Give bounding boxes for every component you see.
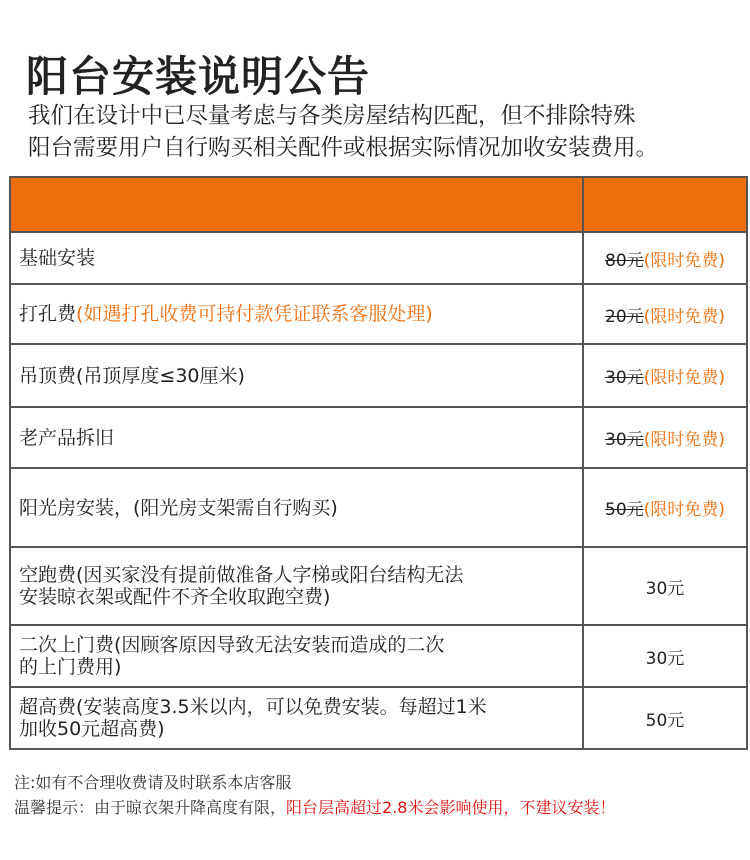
tip-prefix: 温馨提示：由于晾衣架升降高度有限， xyxy=(14,798,287,817)
row-price: 30元 xyxy=(583,625,747,687)
original-price: 30元 xyxy=(605,430,644,450)
item-line: 的上门费用) xyxy=(19,656,122,678)
intro-text xyxy=(28,100,728,164)
fee-table xyxy=(9,176,748,750)
item-line: 二次上门费(因顾客原因导致无法安装而造成的二次 xyxy=(19,634,445,656)
original-price: 50元 xyxy=(605,500,644,520)
table-row xyxy=(10,284,747,344)
tip-warning: 阳台层高超过2.8米会影响使用，不建议安装！ xyxy=(286,798,616,817)
row-price xyxy=(583,344,747,407)
table-row xyxy=(10,547,747,625)
item-line: 空跑费(因买家没有提前做准备人字梯或阳台结构无法 xyxy=(19,564,464,586)
header-cell-item xyxy=(10,177,583,232)
free-badge: (限时免费) xyxy=(643,306,725,327)
free-badge: (限时免费) xyxy=(643,368,725,388)
page-title: 阳台安装说明公告 xyxy=(26,52,371,101)
table-row xyxy=(10,687,747,749)
row-item-drilling-fee xyxy=(10,284,583,344)
item-name: 打孔费 xyxy=(19,303,77,325)
footer-notes xyxy=(14,770,739,820)
original-price: 20元 xyxy=(605,306,644,327)
item-line: 加收50元超高费) xyxy=(19,718,165,740)
row-item-ceiling-fee: 吊顶费(吊顶厚度≤30厘米) xyxy=(10,344,583,407)
row-price: 30元 xyxy=(583,547,747,625)
row-price xyxy=(583,232,747,284)
free-badge: (限时免费) xyxy=(643,430,725,450)
row-price xyxy=(583,284,747,344)
table-row xyxy=(10,344,747,407)
free-badge: (限时免费) xyxy=(643,500,725,520)
intro-line-1: 我们在设计中已尽量考虑与各类房屋结构匹配，但不排除特殊 xyxy=(28,103,636,129)
row-item-empty-trip-fee xyxy=(10,547,583,625)
table-row xyxy=(10,625,747,687)
table-row xyxy=(10,407,747,468)
row-item-second-visit-fee xyxy=(10,625,583,687)
row-item-sunroom-install: 阳光房安装，(阳光房支架需自行购买) xyxy=(10,468,583,547)
row-item-basic-install: 基础安装 xyxy=(10,232,583,284)
original-price: 30元 xyxy=(605,368,644,388)
item-note: (如遇打孔收费可持付款凭证联系客服处理) xyxy=(76,303,433,325)
item-line: 安装晾衣架或配件不齐全收取跑空费) xyxy=(19,586,331,608)
item-line: 超高费(安装高度3.5米以内，可以免费安装。每超过1米 xyxy=(19,696,487,718)
intro-line-2: 阳台需要用户自行购买相关配件或根据实际情况加收安装费用。 xyxy=(28,135,659,161)
table-row xyxy=(10,468,747,547)
original-price: 80元 xyxy=(605,250,644,271)
table-row xyxy=(10,232,747,284)
footer-tip xyxy=(14,795,739,820)
footer-note: 注:如有不合理收费请及时联系本店客服 xyxy=(14,773,292,792)
table-header-row xyxy=(10,177,747,232)
row-price: 50元 xyxy=(583,687,747,749)
header-cell-price xyxy=(583,177,747,232)
row-price xyxy=(583,407,747,468)
row-item-height-fee xyxy=(10,687,583,749)
row-item-old-removal: 老产品拆旧 xyxy=(10,407,583,468)
free-badge: (限时免费) xyxy=(643,250,725,271)
row-price xyxy=(583,468,747,547)
